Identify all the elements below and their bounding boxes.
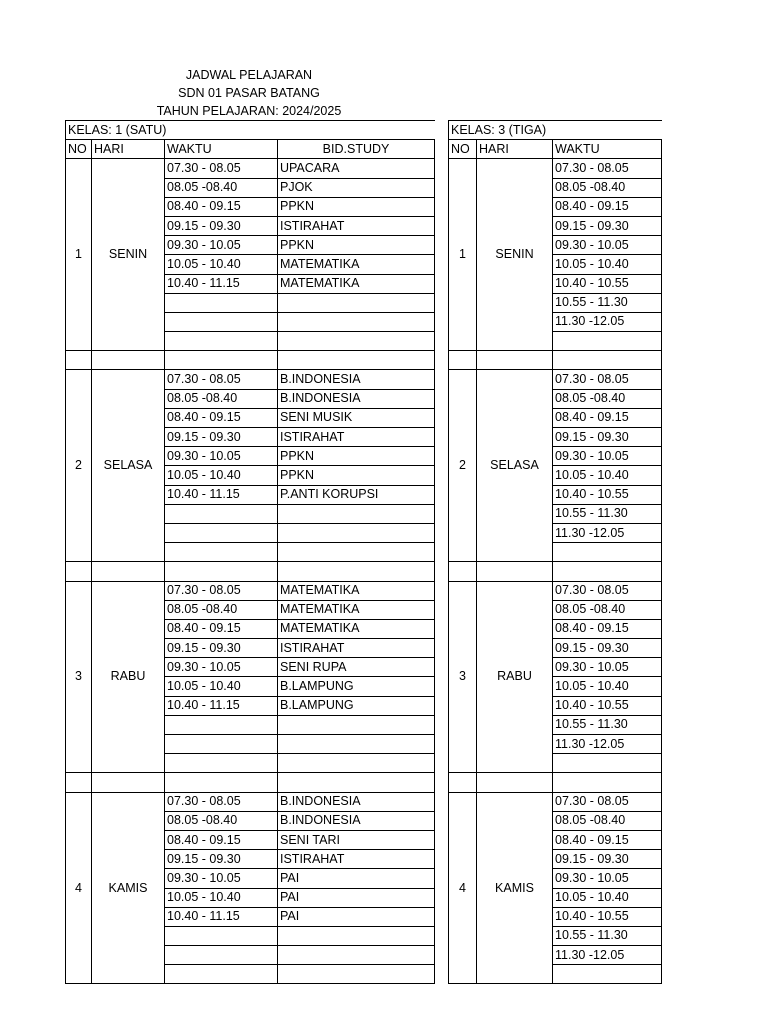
day-name: KAMIS [477,792,553,984]
spacer-cell [449,773,477,792]
subject: B.LAMPUNG [278,677,435,696]
academic-year: TAHUN PELAJARAN: 2024/2025 [156,104,342,118]
time-slot: 08.40 - 09.15 [553,197,662,216]
day-name: RABU [477,581,553,773]
time-slot: 09.30 - 10.05 [553,658,662,677]
subject: ISTIRAHAT [278,639,435,658]
time-slot: 09.15 - 09.30 [165,216,278,235]
spacer-row [66,562,435,581]
time-slot [165,543,278,562]
subject [278,754,435,773]
subject [278,946,435,965]
subject [278,543,435,562]
time-slot: 07.30 - 08.05 [165,581,278,600]
time-slot: 11.30 -12.05 [553,946,662,965]
subject: B.INDONESIA [278,811,435,830]
subject: B.INDONESIA [278,389,435,408]
time-slot [165,332,278,351]
time-slot: 10.40 - 10.55 [553,274,662,293]
time-slot [165,946,278,965]
time-slot: 10.05 - 10.40 [165,677,278,696]
subject: SENI TARI [278,830,435,849]
spacer-cell [449,562,477,581]
subject: P.ANTI KORUPSI [278,485,435,504]
time-slot: 08.40 - 09.15 [165,408,278,427]
subject: SENI RUPA [278,658,435,677]
spacer-row [449,773,662,792]
time-slot: 08.40 - 09.15 [553,830,662,849]
time-slot: 10.40 - 11.15 [165,274,278,293]
time-slot: 08.05 -08.40 [165,389,278,408]
time-slot: 09.15 - 09.30 [165,639,278,658]
time-slot: 11.30 -12.05 [553,312,662,331]
day-name: RABU [92,581,165,773]
time-slot [165,715,278,734]
subject [278,926,435,945]
day-number: 1 [66,159,92,351]
subject [278,735,435,754]
col-waktu-header: WAKTU [553,140,662,159]
subject: MATEMATIKA [278,274,435,293]
time-slot: 10.05 - 10.40 [165,466,278,485]
time-slot: 10.05 - 10.40 [553,677,662,696]
spacer-cell [278,562,435,581]
subject [278,715,435,734]
time-slot: 09.15 - 09.30 [553,639,662,658]
subject: MATEMATIKA [278,255,435,274]
subject: PAI [278,888,435,907]
subject: B.LAMPUNG [278,696,435,715]
subject: PAI [278,869,435,888]
time-slot: 09.30 - 10.05 [165,658,278,677]
class-3-label: KELAS: 3 (TIGA) [449,121,662,140]
time-slot [165,735,278,754]
spacer-row [66,351,435,370]
school-name: SDN 01 PASAR BATANG [178,86,320,100]
subject: MATEMATIKA [278,600,435,619]
subject: ISTIRAHAT [278,428,435,447]
time-slot: 07.30 - 08.05 [165,370,278,389]
spacer-row [449,562,662,581]
time-slot: 10.05 - 10.40 [553,255,662,274]
spacer-cell [165,351,278,370]
subject: PPKN [278,466,435,485]
subject: SENI MUSIK [278,408,435,427]
table-row [66,370,435,389]
spacer-cell [165,773,278,792]
time-slot [165,312,278,331]
time-slot [553,543,662,562]
spacer-row [449,351,662,370]
time-slot: 10.40 - 10.55 [553,907,662,926]
time-slot: 09.30 - 10.05 [165,869,278,888]
time-slot [165,523,278,542]
table-row [449,792,662,811]
spacer-cell [477,773,553,792]
time-slot: 07.30 - 08.05 [553,370,662,389]
table-row [449,370,662,389]
subject: PAI [278,907,435,926]
day-name: SENIN [477,159,553,351]
class-3-schedule-table [448,120,662,984]
time-slot [553,965,662,984]
time-slot: 10.05 - 10.40 [165,255,278,274]
day-name: KAMIS [92,792,165,984]
spacer-cell [165,562,278,581]
time-slot: 10.40 - 11.15 [165,696,278,715]
time-slot: 11.30 -12.05 [553,735,662,754]
time-slot: 08.05 -08.40 [553,389,662,408]
time-slot: 10.40 - 10.55 [553,696,662,715]
day-number: 3 [449,581,477,773]
spacer-cell [92,351,165,370]
time-slot: 10.55 - 11.30 [553,504,662,523]
time-slot [165,293,278,312]
time-slot: 09.15 - 09.30 [553,428,662,447]
class-1-label: KELAS: 1 (SATU) [66,121,435,140]
subject [278,332,435,351]
time-slot: 07.30 - 08.05 [553,159,662,178]
spacer-cell [278,351,435,370]
subject: B.INDONESIA [278,370,435,389]
time-slot: 07.30 - 08.05 [553,581,662,600]
time-slot: 10.40 - 11.15 [165,485,278,504]
spacer-cell [477,351,553,370]
subject [278,523,435,542]
time-slot [165,926,278,945]
time-slot: 09.15 - 09.30 [165,428,278,447]
spacer-cell [66,351,92,370]
spacer-cell [66,773,92,792]
subject: MATEMATIKA [278,581,435,600]
time-slot: 09.30 - 10.05 [553,447,662,466]
time-slot: 07.30 - 08.05 [553,792,662,811]
time-slot: 10.05 - 10.40 [165,888,278,907]
time-slot: 09.15 - 09.30 [553,850,662,869]
day-number: 2 [66,370,92,562]
spacer-cell [553,562,662,581]
time-slot: 08.40 - 09.15 [553,619,662,638]
time-slot: 08.05 -08.40 [553,600,662,619]
time-slot: 08.40 - 09.15 [165,197,278,216]
spacer-row [66,773,435,792]
time-slot [553,754,662,773]
day-number: 4 [449,792,477,984]
subject: ISTIRAHAT [278,850,435,869]
spacer-cell [553,351,662,370]
time-slot: 08.40 - 09.15 [165,619,278,638]
time-slot: 08.05 -08.40 [553,811,662,830]
time-slot: 08.05 -08.40 [553,178,662,197]
table-row [66,581,435,600]
time-slot: 08.40 - 09.15 [553,408,662,427]
spacer-cell [553,773,662,792]
time-slot: 10.05 - 10.40 [553,466,662,485]
col-hari-header: HARI [477,140,553,159]
subject: MATEMATIKA [278,619,435,638]
time-slot: 09.30 - 10.05 [165,447,278,466]
subject: PPKN [278,197,435,216]
table-row [449,581,662,600]
time-slot: 08.05 -08.40 [165,600,278,619]
subject: PPKN [278,236,435,255]
col-waktu-header: WAKTU [165,140,278,159]
time-slot [165,504,278,523]
spacer-cell [92,773,165,792]
schedule-title: JADWAL PELAJARAN [185,68,313,82]
time-slot: 08.40 - 09.15 [165,830,278,849]
time-slot: 10.55 - 11.30 [553,926,662,945]
time-slot: 10.40 - 11.15 [165,907,278,926]
time-slot [165,754,278,773]
day-name: SENIN [92,159,165,351]
time-slot: 09.30 - 10.05 [553,869,662,888]
col-hari-header: HARI [92,140,165,159]
subject: UPACARA [278,159,435,178]
col-no-header: NO [66,140,92,159]
day-name: SELASA [477,370,553,562]
class-1-schedule-table [65,120,435,984]
time-slot: 10.55 - 11.30 [553,293,662,312]
spacer-cell [92,562,165,581]
col-no-header: NO [449,140,477,159]
day-number: 1 [449,159,477,351]
spacer-cell [449,351,477,370]
time-slot [165,965,278,984]
day-number: 2 [449,370,477,562]
subject: ISTIRAHAT [278,216,435,235]
subject [278,293,435,312]
table-row [66,159,435,178]
subject [278,312,435,331]
time-slot: 11.30 -12.05 [553,523,662,542]
time-slot: 09.30 - 10.05 [165,236,278,255]
subject: PPKN [278,447,435,466]
spacer-cell [477,562,553,581]
table-row [449,159,662,178]
time-slot: 09.15 - 09.30 [165,850,278,869]
time-slot: 08.05 -08.40 [165,178,278,197]
time-slot: 07.30 - 08.05 [165,159,278,178]
spacer-cell [66,562,92,581]
time-slot: 09.15 - 09.30 [553,216,662,235]
day-number: 3 [66,581,92,773]
time-slot: 09.30 - 10.05 [553,236,662,255]
col-bid-study-header: BID.STUDY [278,140,435,159]
time-slot [553,332,662,351]
subject [278,965,435,984]
time-slot: 07.30 - 08.05 [165,792,278,811]
day-number: 4 [66,792,92,984]
time-slot: 10.40 - 10.55 [553,485,662,504]
subject [278,504,435,523]
table-row [66,792,435,811]
spacer-cell [278,773,435,792]
time-slot: 08.05 -08.40 [165,811,278,830]
day-name: SELASA [92,370,165,562]
time-slot: 10.05 - 10.40 [553,888,662,907]
subject: PJOK [278,178,435,197]
time-slot: 10.55 - 11.30 [553,715,662,734]
subject: B.INDONESIA [278,792,435,811]
